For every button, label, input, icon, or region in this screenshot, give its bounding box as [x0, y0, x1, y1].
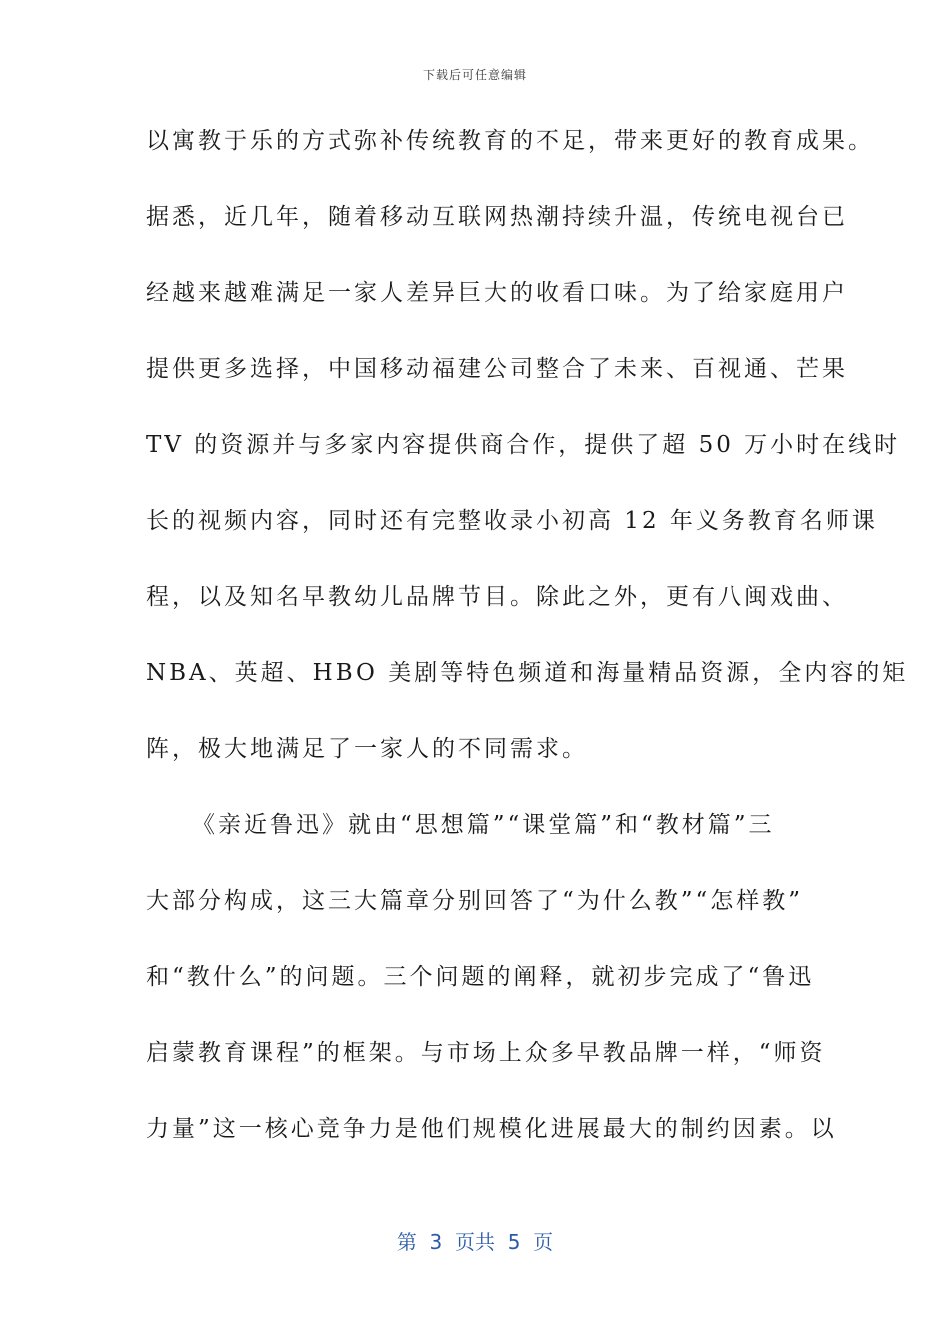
download-note: 下载后可任意编辑: [422, 68, 527, 82]
paragraph-line: 程，以及知名早教幼儿品牌节目。除此之外，更有八闽戏曲、: [146, 584, 848, 610]
paragraph-line: 启蒙教育课程”的框架。与市场上众多早教品牌一样，“师资: [146, 1040, 826, 1066]
paragraph-line: 和“教什么”的问题。三个问题的阐释，就初步完成了“鲁迅: [146, 964, 815, 990]
paragraph-line: 以寓教于乐的方式弥补传统教育的不足，带来更好的教育成果。: [146, 128, 874, 154]
paragraph-line: 经越来越难满足一家人差异巨大的收看口味。为了给家庭用户: [146, 280, 848, 306]
paragraph-line: 阵，极大地满足了一家人的不同需求。: [146, 736, 588, 762]
paragraph-line: 力量”这一核心竞争力是他们规模化进展最大的制约因素。以: [146, 1116, 837, 1142]
paragraph-line: 提供更多选择，中国移动福建公司整合了未来、百视通、芒果: [146, 356, 848, 382]
document-body: [146, 118, 909, 1182]
page-number: 第 3 页共 5 页: [396, 1230, 554, 1254]
paragraph-line: 据悉，近几年，随着移动互联网热潮持续升温，传统电视台已: [146, 204, 848, 230]
paragraph-line: 长的视频内容，同时还有完整收录小初高 12 年义务教育名师课: [146, 508, 878, 534]
paragraph-line: NBA、英超、HBO 美剧等特色频道和海量精品资源，全内容的矩: [146, 660, 909, 686]
paragraph-line: 大部分构成，这三大篇章分别回答了“为什么教”“怎样教”: [146, 888, 804, 914]
paragraph-line: 《亲近鲁迅》就由“思想篇”“课堂篇”和“教材篇”三: [192, 812, 775, 838]
paragraph-line: TV 的资源并与多家内容提供商合作，提供了超 50 万小时在线时: [146, 432, 901, 458]
